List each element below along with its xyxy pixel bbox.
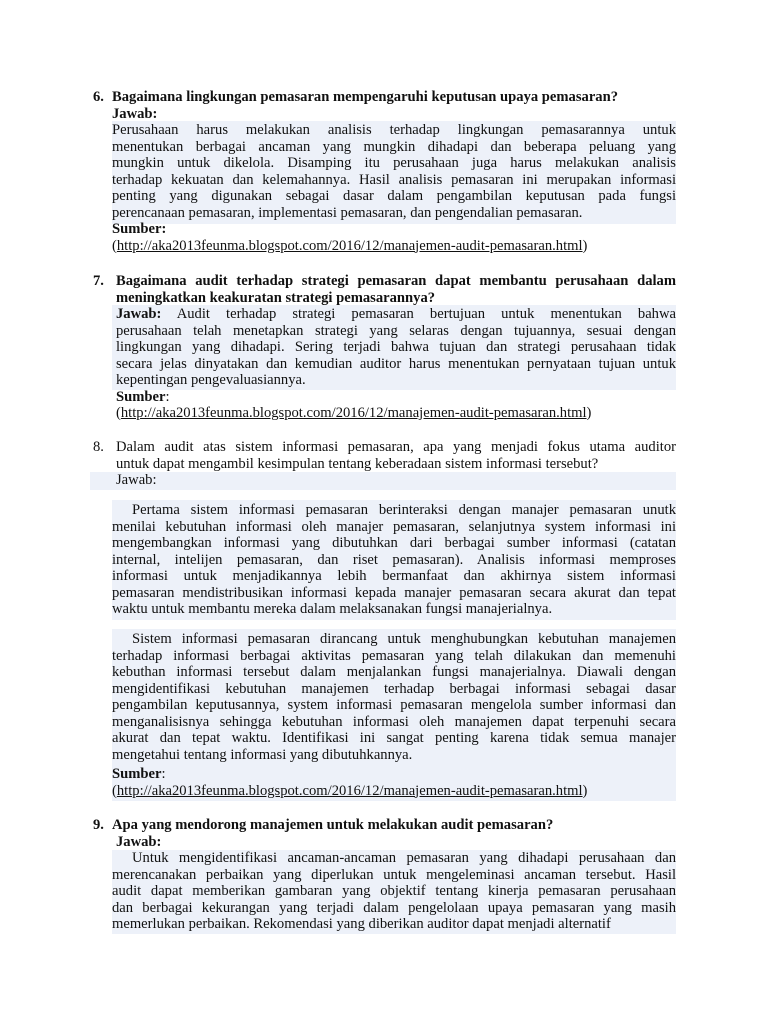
text-line: mengetahui tentang informasi yang dibutuhkannya. <box>112 746 413 763</box>
question-title: Apa yang mendorong manajemen untuk melakukan audit pemasaran? <box>112 817 554 833</box>
source-link[interactable]: http://aka2013feunma.blogspot.com/2016/12/manajemen-audit-pemasaran.html <box>116 237 583 254</box>
text-line: pemasaran mendistribusikan informasi kepada manajer pemasaran secara akurat dan tepat <box>112 584 676 601</box>
question-number: 9. <box>93 817 104 833</box>
text-line: mengembangkan informasi yang dibutuhkan dari berbagai sumber informasi (catatan <box>112 535 676 551</box>
answer-text: Audit terhadap strategi pemasaran bertujuan untuk menentukan bahwa <box>176 306 676 322</box>
question-7 <box>116 273 676 422</box>
text-line: waktu untuk membantu mereka dalam melaksanakan fungsi manajerialnya. <box>112 601 553 617</box>
text-line: perusahaan telah menetapkan strategi yang selaras dengan tujuannya, sesuai dengan <box>116 322 676 339</box>
text-line: memerlukan perbaikan. Rekomendasi yang diberikan auditor dapat menjadi alternatif <box>112 916 611 932</box>
text-line: mengidentifikasi kebutuhan manajemen terhadap berbagai informasi sebagai dasar <box>112 680 676 697</box>
source-label: Sumber <box>116 388 166 405</box>
source-link-row: (http://aka2013feunma.blogspot.com/2016/12/manajemen-audit-pemasaran.html) <box>112 237 588 254</box>
text-line: perencanaan pemasaran, implementasi pemasaran, dan pengendalian pemasaran. <box>112 204 583 221</box>
text-line: terhadap informasi berbagai aktivitas pemasaran yang telah dilakukan dan memenuhi <box>112 647 676 664</box>
text-line: Perusahaan harus melakukan analisis terhadap lingkungan pemasarannya untuk <box>112 122 676 138</box>
question-6 <box>112 89 676 254</box>
text-line: Pertama sistem informasi pemasaran berinteraksi dengan manajer pemasaran unutk <box>132 502 676 518</box>
text-line: dan berbagai kekurangan yang terjadi dalam pengelolaan upaya pemasaran yang masih <box>112 899 676 916</box>
text-line: Sistem informasi pemasaran dirancang untuk menghubungkan kebutuhan manajemen <box>132 631 676 647</box>
source-row: Sumber: <box>116 388 170 405</box>
answer-label: Jawab: <box>116 833 162 850</box>
source-link-row: (http://aka2013feunma.blogspot.com/2016/12/manajemen-audit-pemasaran.html) <box>112 782 588 799</box>
source <box>112 766 676 799</box>
answer-label: Jawab: <box>116 472 157 488</box>
question-number: 8. <box>93 439 104 455</box>
answer-label: Jawab: <box>116 306 162 322</box>
question-8 <box>116 439 676 489</box>
question-number: 7. <box>93 273 104 289</box>
answer-label: Jawab: <box>112 105 158 122</box>
question-title: Bagaimana audit terhadap strategi pemasaran dapat membantu perusahaan dalam <box>116 273 676 289</box>
text-line: internal, intelijen pemasaran, dan riset pemasaran). Analisis informasi memproses <box>112 551 676 568</box>
answer-paragraph <box>112 502 676 618</box>
source-link[interactable]: http://aka2013feunma.blogspot.com/2016/12/manajemen-audit-pemasaran.html <box>116 782 583 799</box>
text-line: kepentingan pengevaluasiannya. <box>116 372 306 388</box>
text-line: menilai kebutuhan informasi oleh manajer pemasaran, selanjutnya system informasi ini <box>112 518 676 535</box>
question-9 <box>112 817 676 933</box>
question-title: untuk dapat mengambil kesimpulan tentang keberadaan sistem informasi tersebut? <box>116 455 599 472</box>
source-link-row: (http://aka2013feunma.blogspot.com/2016/12/manajemen-audit-pemasaran.html) <box>116 405 592 421</box>
answer-paragraph <box>112 631 676 763</box>
text-line: penting yang digunakan sebagai dasar dalam pengambilan keputusan pada fungsi <box>112 188 676 204</box>
text-line: kebuthan informasi tersebut dalam menjalankan fungsi manajerialnya. Diawali dengan <box>112 664 676 680</box>
source-label: Sumber: <box>112 221 167 237</box>
answer-first-line <box>116 306 676 323</box>
question-title: Bagaimana lingkungan pemasaran mempengaruhi keputusan upaya pemasaran? <box>112 89 619 105</box>
answer-paragraph <box>112 122 676 221</box>
text-line: lingkungan yang dihadapi. Sering terjadi bahwa tujuan dan strategi perusahaan tidak <box>116 339 676 355</box>
text-line: mungkin untuk dikelola. Disamping itu perusahaan juga harus melakukan analisis <box>112 155 676 171</box>
source-row: Sumber: <box>112 766 166 782</box>
text-line: audit dapat memberikan gambaran yang objektif tentang kinerja pemasaran perusahaan <box>112 883 676 899</box>
question-title: Dalam audit atas sistem informasi pemasaran, apa yang menjadi fokus utama auditor <box>116 439 676 455</box>
text-line: pengambilan keputusannya, system informasi pemasaran mengelola sumber informasi dan <box>112 697 676 713</box>
text-line: menganalisisnya sehingga kebutuhan informasi oleh manajemen dapat terpenuhi secara <box>112 713 676 730</box>
question-number: 6. <box>93 89 104 105</box>
source-label: Sumber <box>112 766 162 782</box>
text-line: menentukan berbagai ancaman yang mungkin dihadapi dan beberapa peluang yang <box>112 138 676 155</box>
source-link[interactable]: http://aka2013feunma.blogspot.com/2016/12/manajemen-audit-pemasaran.html <box>120 405 587 421</box>
answer-paragraph <box>112 850 676 933</box>
text-line: terhadap kekuatan dan kelemahannya. Hasil analisis pemasaran ini merupakan informasi <box>112 171 676 188</box>
text-line: secara jelas dinyatakan dan kemudian auditor harus menentukan pernyataan tujuan untuk <box>116 355 676 372</box>
question-title: meningkatkan keakuratan strategi pemasarannya? <box>116 289 436 306</box>
text-line: Untuk mengidentifikasi ancaman-ancaman pemasaran yang dihadapi perusahaan dan <box>132 850 676 866</box>
text-line: akurat dan tepat waktu. Identifikasi ini sangat penting karena tidak semua manajer <box>112 730 676 746</box>
text-line: merencanakan perbaikan yang diperlukan untuk mengeleminasi ancaman tersebut. Hasil <box>112 866 676 883</box>
text-line: informasi untuk menjadikannya lebih bermanfaat dan akhirnya sistem informasi <box>112 568 676 584</box>
answer-paragraph <box>116 323 676 389</box>
